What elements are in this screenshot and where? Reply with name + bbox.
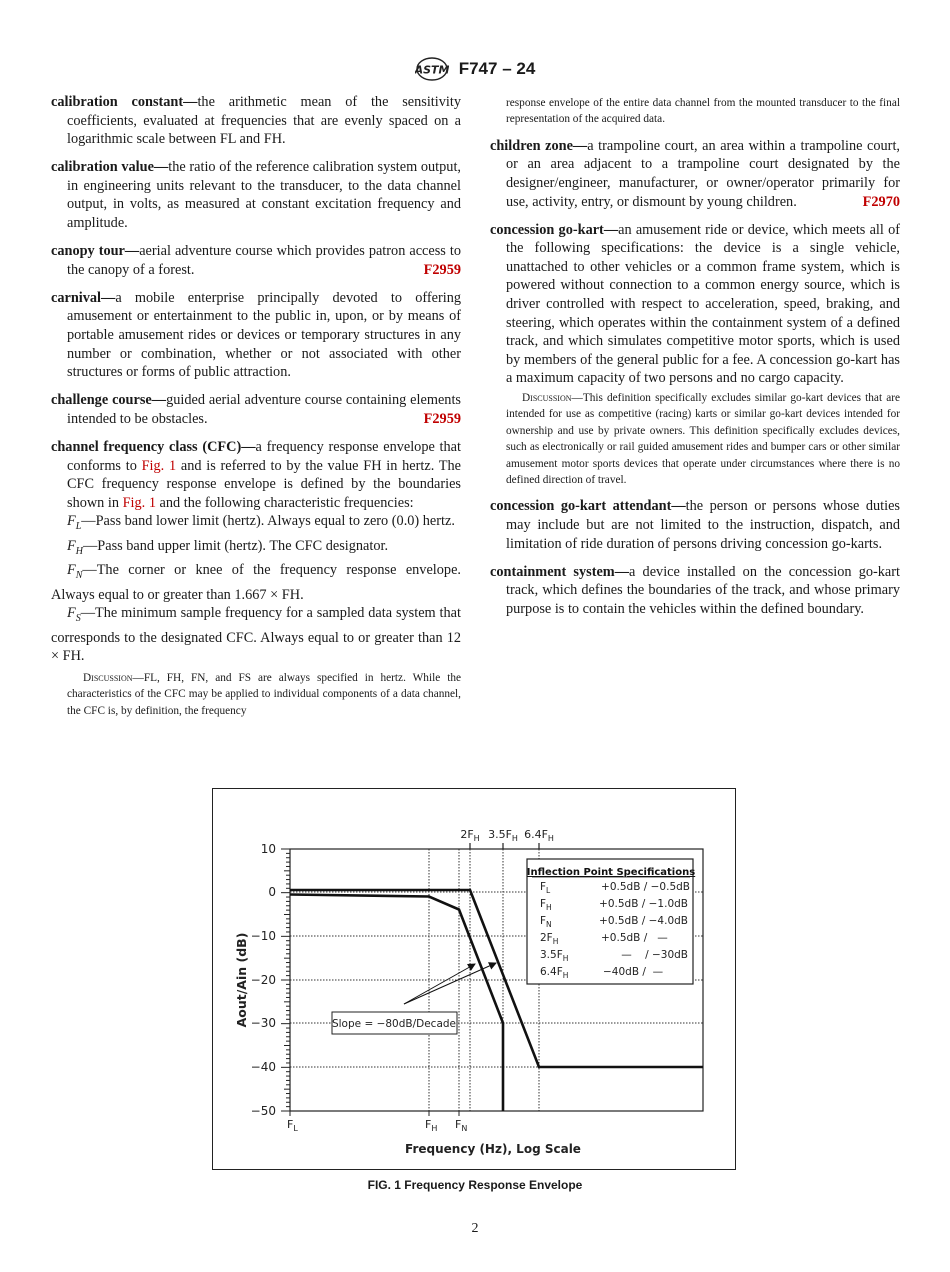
x-axis-title: Frequency (Hz), Log Scale bbox=[405, 1142, 581, 1156]
legend-value: — / −30dB bbox=[621, 949, 688, 961]
symbol-fn bbox=[51, 561, 461, 604]
term: concession go-kart— bbox=[490, 221, 619, 238]
term: concession go-kart attendant— bbox=[490, 498, 686, 515]
term: children zone— bbox=[490, 137, 588, 154]
y-axis-labels bbox=[251, 842, 276, 1118]
symbol-subscript: S bbox=[75, 613, 81, 625]
discussion-label: Discussion bbox=[83, 671, 133, 684]
legend-value: −40dB / — bbox=[603, 966, 664, 978]
term: calibration constant— bbox=[51, 94, 198, 110]
x-label-2fh: $2F_H$ bbox=[460, 828, 480, 843]
legend-row-6-4fh: $6.4F_H$ bbox=[540, 966, 569, 980]
symbol-text: —The minimum sample frequency for a sampled data system that corresponds to the designated CFC. Always equal to or greater than 12 × FH. bbox=[51, 605, 461, 665]
definition-containment-system bbox=[490, 563, 900, 619]
symbol-subscript: L bbox=[75, 521, 82, 533]
definition-channel-frequency-class bbox=[51, 438, 461, 512]
y-tick-label: −20 bbox=[250, 973, 276, 987]
definition-text: and the following characteristic frequencies: bbox=[155, 494, 414, 511]
symbol: F bbox=[67, 513, 76, 530]
legend-row-2fh: $2F_H$ bbox=[540, 932, 559, 946]
definition-text: aerial adventure course which provides patron access to the canopy of a forest. bbox=[67, 243, 461, 278]
symbol-fs bbox=[51, 604, 461, 666]
y-tick-label: −40 bbox=[250, 1060, 276, 1074]
lower-limit-curve bbox=[290, 895, 503, 1112]
discussion-go-kart bbox=[490, 390, 900, 488]
term: canopy tour— bbox=[51, 243, 140, 260]
symbol-text: —Pass band upper limit (hertz). The CFC designator. bbox=[82, 537, 389, 554]
standard-reference-link[interactable]: F2970 bbox=[862, 193, 900, 210]
figure-link[interactable]: Fig. 1 bbox=[141, 457, 177, 474]
x-label-fh: $F_H$ bbox=[425, 1118, 438, 1133]
page-header bbox=[0, 56, 950, 82]
legend-row-fh: $F_H$ bbox=[540, 898, 552, 912]
definition-text: guided aerial adventure course containing elements intended to be obstacles. bbox=[67, 392, 461, 427]
definition-text: a mobile enterprise principally devoted to offering amusement or entertainment to the public in, upon, or by means of portable amusement rides or devices or temporary structures in any number or combination, whether or not associated with other structures or forms of public attraction. bbox=[67, 289, 461, 381]
legend-box bbox=[527, 859, 695, 984]
x-label-fl: $F_L$ bbox=[287, 1118, 298, 1133]
legend-row-fn: $F_N$ bbox=[540, 915, 552, 929]
standard-reference-link[interactable]: F2959 bbox=[423, 410, 461, 427]
term: carnival— bbox=[51, 289, 116, 306]
term: containment system— bbox=[490, 563, 630, 580]
definition-text: a device installed on the concession go-kart track, which defines the boundaries of the track, and whose primary purpose is to contain the vehicles within the defined boundary. bbox=[506, 563, 900, 617]
symbol-text: —Pass band lower limit (hertz). Always equal to zero (0.0) hertz. bbox=[81, 513, 455, 530]
discussion-text: —This definition specifically excludes similar go-kart devices that are intended for use as competitive (racing) karts or similar go-kart devices intended for ownership and use by private owners. This definition specifically excludes devices, such as electronically or rail guided amusement rides and bumper cars or other similar amusement motor sports devices that operate under circumstances where there is no defined direction of travel. bbox=[506, 392, 900, 487]
legend-row-fl: $F_L$ bbox=[540, 881, 551, 895]
page-number: 2 bbox=[471, 1221, 479, 1236]
astm-logo-icon bbox=[415, 56, 449, 82]
definition-concession-go-kart bbox=[490, 221, 900, 388]
legend-title: Inflection Point Specifications bbox=[526, 867, 696, 878]
symbol-subscript: N bbox=[75, 570, 83, 582]
discussion-cfc bbox=[51, 670, 461, 719]
y-axis-title: Aout/Ain (dB) bbox=[234, 932, 249, 1028]
symbol: F bbox=[67, 605, 76, 622]
y-tick-label: −30 bbox=[250, 1016, 276, 1030]
symbol: F bbox=[67, 562, 76, 579]
definition-text: a trampoline court, an area within a trampoline court, or an area adjacent to a trampoline court designated by the designer/engineer, manufacturer, or owner/operator primarily for use, activity, entry, or dismount by young children. bbox=[506, 137, 900, 210]
figure-frequency-response bbox=[212, 788, 736, 1170]
left-column bbox=[51, 93, 461, 728]
definition-calibration-value bbox=[51, 158, 461, 232]
legend-value: +0.5dB / −4.0dB bbox=[599, 915, 688, 927]
definition-children-zone bbox=[490, 137, 900, 211]
document-designation: F747 – 24 bbox=[458, 59, 536, 78]
legend-row-3-5fh: $3.5F_H$ bbox=[540, 949, 569, 963]
definition-text: an amusement ride or device, which meets all of the following specifications: the device is a single vehicle, unattached to other vehicles or a common frame system, which is powered without connection to a common energy source, which is driver controlled with respect to acceleration, speed, braking, and steering, which operates within the containment system of a defined track, and which simulates competitive motor sports, which is used by members of the general public for a fee. A concession go-kart has a maximum capacity of two persons and no cargo capacity. bbox=[506, 221, 900, 387]
x-axis-labels bbox=[287, 1111, 467, 1133]
definition-canopy-tour bbox=[51, 242, 461, 279]
right-column bbox=[490, 95, 900, 628]
definition-calibration-constant bbox=[51, 93, 461, 149]
standard-reference-link[interactable]: F2959 bbox=[423, 261, 461, 278]
top-x-labels bbox=[460, 828, 554, 843]
frequency-response-chart bbox=[213, 789, 737, 1171]
symbol-subscript: H bbox=[75, 545, 83, 557]
discussion-label: Discussion bbox=[522, 392, 572, 405]
discussion-cfc-continued: response envelope of the entire data channel from the mounted transducer to the final representation of the acquired data. bbox=[506, 97, 900, 126]
definition-text: and is referred to by the value FH in hertz. The CFC frequency response envelope is defined by the boundaries shown in bbox=[67, 457, 461, 511]
term: challenge course— bbox=[51, 392, 167, 409]
definition-text: the arithmetic mean of the sensitivity coefficients, evaluated at frequencies that are evenly spaced on a logarithmic scale between FL and FH. bbox=[67, 94, 461, 148]
symbol: F bbox=[67, 537, 76, 554]
figure-caption: FIG. 1 Frequency Response Envelope bbox=[367, 1178, 583, 1192]
x-label-fn: $F_N$ bbox=[455, 1118, 468, 1133]
y-tick-label: 10 bbox=[260, 842, 276, 856]
y-tick-label: 0 bbox=[268, 885, 276, 899]
definition-challenge-course bbox=[51, 391, 461, 428]
definition-text: the person or persons whose duties may include but are not limited to the instruction, dispatch, and limitation of ride duration of persons driving concession go-karts. bbox=[506, 498, 900, 552]
symbol-fl bbox=[51, 512, 461, 536]
term: calibration value— bbox=[51, 159, 169, 176]
definition-carnival bbox=[51, 289, 461, 382]
definition-concession-go-kart-attendant bbox=[490, 497, 900, 553]
y-axis-ticks bbox=[281, 849, 290, 1111]
x-label-3-5fh: $3.5F_H$ bbox=[488, 828, 518, 843]
slope-annotation-text: Slope = −80dB/Decade bbox=[331, 1018, 457, 1030]
term: channel frequency class (CFC)— bbox=[51, 439, 256, 455]
slope-arrow bbox=[404, 964, 475, 1004]
figure-link[interactable]: Fig. 1 bbox=[122, 494, 156, 511]
symbol-text: —The corner or knee of the frequency response envelope. Always equal to or greater than 1.667 × FH. bbox=[51, 562, 461, 603]
legend-value: +0.5dB / −1.0dB bbox=[599, 898, 688, 910]
y-tick-label: −10 bbox=[250, 929, 276, 943]
definition-text: a frequency response envelope that conforms to bbox=[67, 439, 461, 474]
discussion-text: —FL, FH, FN, and FS are always specified in hertz. While the characteristics of the CFC may be applied to individual components of a data channel, the CFC is, by definition, the frequency bbox=[67, 671, 461, 717]
symbol-fh bbox=[51, 537, 461, 561]
legend-value: +0.5dB / — bbox=[601, 932, 668, 944]
svg-text:ASTM: ASTM bbox=[414, 63, 449, 77]
slope-arrow bbox=[404, 963, 496, 1004]
legend-value: +0.5dB / −0.5dB bbox=[601, 881, 690, 893]
y-tick-label: −50 bbox=[250, 1104, 276, 1118]
x-label-6-4fh: $6.4F_H$ bbox=[524, 828, 554, 843]
definition-text: the ratio of the reference calibration system output, in engineering units relevant to the transducer, to the data channel output, in volts, as measured at constant excitation frequency and amplitude. bbox=[67, 159, 462, 232]
